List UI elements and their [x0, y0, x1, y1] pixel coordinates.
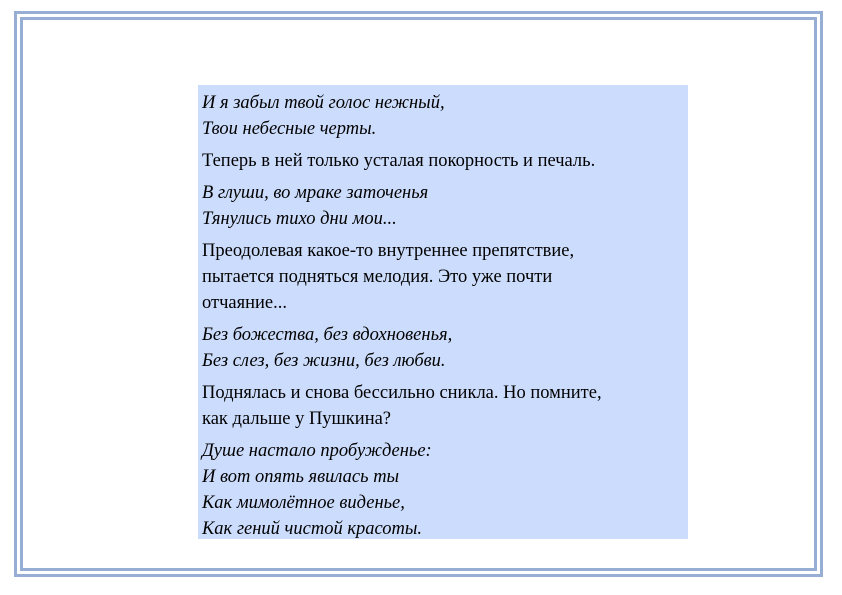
- verse-block: [202, 438, 684, 542]
- prose-block: [202, 148, 684, 174]
- prose-line: как дальше у Пушкина?: [202, 409, 392, 429]
- verse-line: Твои небесные черты.: [202, 119, 377, 139]
- prose-line: Преодолевая какое-то внутреннее препятствие,: [202, 241, 575, 261]
- verse-block: [202, 180, 684, 232]
- verse-line: Без слез, без жизни, без любви.: [202, 351, 446, 371]
- prose-line: Теперь в ней только усталая покорность и печаль.: [202, 151, 596, 171]
- verse-line: Как гений чистой красоты.: [202, 519, 422, 539]
- prose-line: Поднялась и снова бессильно сникла. Но помните,: [202, 383, 602, 403]
- text-box: [198, 85, 688, 539]
- verse-line: Как мимолётное виденье,: [202, 493, 405, 513]
- verse-line: Душе настало пробужденье:: [202, 441, 432, 461]
- verse-block: [202, 322, 684, 374]
- verse-block: [202, 90, 684, 142]
- verse-line: И вот опять явилась ты: [202, 467, 400, 487]
- verse-line: Без божества, без вдохновенья,: [202, 325, 453, 345]
- prose-block: [202, 380, 684, 432]
- prose-line: отчаяние...: [202, 293, 288, 313]
- verse-line: Тянулись тихо дни мои...: [202, 209, 397, 229]
- prose-block: [202, 238, 684, 316]
- prose-line: пытается подняться мелодия. Это уже почти: [202, 267, 553, 287]
- verse-line: И я забыл твой голос нежный,: [202, 93, 445, 113]
- verse-line: В глуши, во мраке заточенья: [202, 183, 429, 203]
